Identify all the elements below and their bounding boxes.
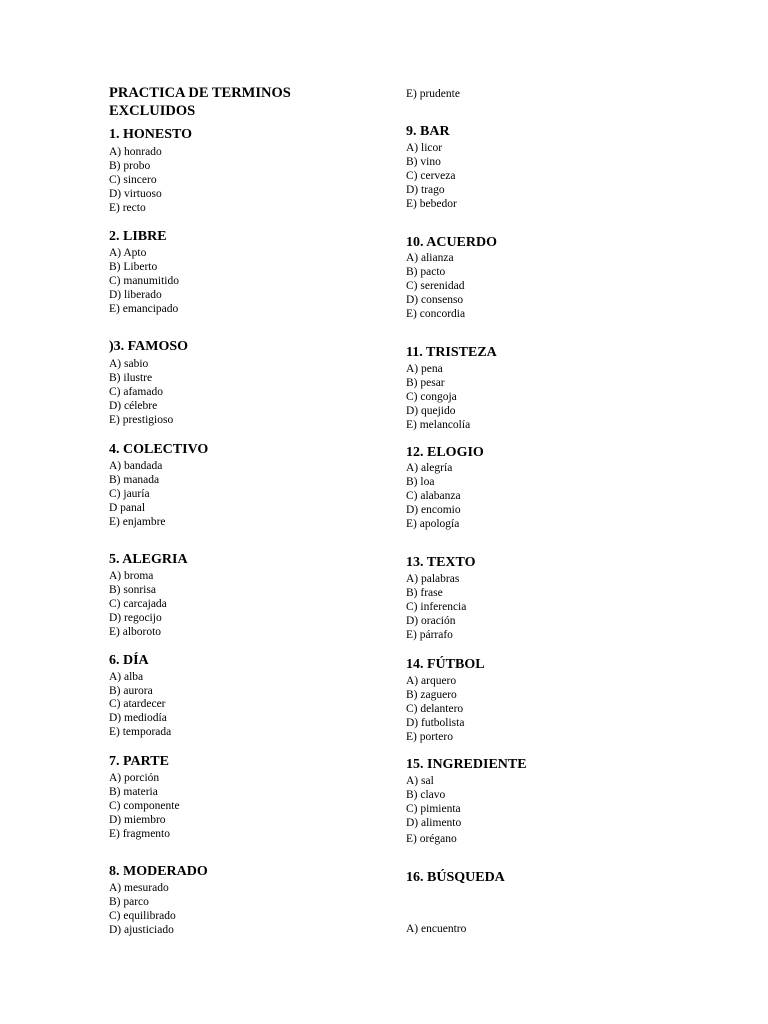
answer-option: A) porción — [109, 772, 160, 784]
answer-option: B) ilustre — [109, 372, 153, 384]
answer-option: D) futbolista — [406, 717, 465, 729]
doc-title-line-1: PRACTICA DE TERMINOS — [109, 85, 291, 101]
question-heading: 16. BÚSQUEDA — [406, 870, 505, 885]
answer-option: B) pacto — [406, 266, 446, 278]
answer-option: B) loa — [406, 476, 435, 488]
answer-option: A) palabras — [406, 573, 460, 585]
answer-option: B) sonrisa — [109, 584, 156, 596]
answer-option: E) prudente — [406, 88, 460, 100]
answer-option: A) bandada — [109, 460, 163, 472]
question-heading: 14. FÚTBOL — [406, 657, 485, 672]
answer-option: E) portero — [406, 731, 453, 743]
answer-option: D) mediodía — [109, 712, 167, 724]
answer-option: C) cerveza — [406, 170, 456, 182]
doc-title-line-2: EXCLUIDOS — [109, 103, 196, 119]
answer-option: D) oración — [406, 615, 456, 627]
answer-option: E) párrafo — [406, 629, 453, 641]
answer-option: D) trago — [406, 184, 445, 196]
question-heading: )3. FAMOSO — [109, 339, 189, 354]
question-heading: 8. MODERADO — [109, 864, 208, 879]
answer-option: C) atardecer — [109, 698, 166, 710]
answer-option: C) pimienta — [406, 803, 461, 815]
answer-option: E) apología — [406, 518, 460, 530]
answer-option: E) prestigioso — [109, 414, 174, 426]
question-heading: 12. ELOGIO — [406, 445, 484, 460]
answer-option: C) componente — [109, 800, 180, 812]
answer-option: A) encuentro — [406, 923, 467, 935]
answer-option: D) liberado — [109, 289, 162, 301]
answer-option: C) delantero — [406, 703, 464, 715]
answer-option: B) aurora — [109, 685, 153, 697]
answer-option: C) sincero — [109, 174, 157, 186]
answer-option: C) afamado — [109, 386, 163, 398]
answer-option: E) fragmento — [109, 828, 170, 840]
answer-option: D) consenso — [406, 294, 464, 306]
answer-option: A) arquero — [406, 675, 457, 687]
question-heading: 11. TRISTEZA — [406, 345, 497, 360]
answer-option: A) licor — [406, 142, 443, 154]
answer-option: E) temporada — [109, 726, 172, 738]
answer-option: D) regocijo — [109, 612, 162, 624]
answer-option: C) manumitido — [109, 275, 179, 287]
question-heading: 13. TEXTO — [406, 555, 476, 570]
answer-option: D) virtuoso — [109, 188, 162, 200]
answer-option: A) alianza — [406, 252, 454, 264]
answer-option: B) clavo — [406, 789, 446, 801]
answer-option: A) alegría — [406, 462, 453, 474]
question-heading: 10. ACUERDO — [406, 235, 498, 250]
answer-option: C) jauría — [109, 488, 150, 500]
answer-option: E) orégano — [406, 833, 457, 845]
answer-option: D) célebre — [109, 400, 158, 412]
answer-option: E) recto — [109, 202, 146, 214]
answer-option: B) parco — [109, 896, 149, 908]
answer-option: E) enjambre — [109, 516, 166, 528]
answer-option: A) broma — [109, 570, 154, 582]
answer-option: D) ajusticiado — [109, 924, 174, 936]
answer-option: B) pesar — [406, 377, 445, 389]
answer-option: E) alboroto — [109, 626, 162, 638]
answer-option: A) honrado — [109, 146, 162, 158]
answer-option: C) congoja — [406, 391, 457, 403]
answer-option: D) miembro — [109, 814, 166, 826]
answer-option: C) carcajada — [109, 598, 167, 610]
answer-option: B) vino — [406, 156, 441, 168]
answer-option: B) probo — [109, 160, 151, 172]
answer-option: B) frase — [406, 587, 443, 599]
answer-option: C) serenidad — [406, 280, 465, 292]
answer-option: C) alabanza — [406, 490, 461, 502]
answer-option: A) pena — [406, 363, 443, 375]
answer-option: B) Liberto — [109, 261, 158, 273]
answer-option: E) melancolía — [406, 419, 471, 431]
answer-option: A) mesurado — [109, 882, 169, 894]
question-heading: 9. BAR — [406, 124, 450, 139]
answer-option: B) zaguero — [406, 689, 457, 701]
answer-option: D) alimento — [406, 817, 462, 829]
question-heading: 7. PARTE — [109, 754, 169, 769]
answer-option: C) equilibrado — [109, 910, 176, 922]
answer-option: E) bebedor — [406, 198, 457, 210]
question-heading: 15. INGREDIENTE — [406, 757, 527, 772]
answer-option: E) emancipado — [109, 303, 179, 315]
answer-option: D) encomio — [406, 504, 461, 516]
answer-option: B) materia — [109, 786, 158, 798]
answer-option: A) Apto — [109, 247, 147, 259]
answer-option: E) concordia — [406, 308, 466, 320]
answer-option: A) sal — [406, 775, 434, 787]
answer-option: C) inferencia — [406, 601, 467, 613]
question-heading: 4. COLECTIVO — [109, 442, 209, 457]
answer-option: D panal — [109, 502, 146, 514]
question-heading: 6. DÍA — [109, 653, 149, 668]
answer-option: B) manada — [109, 474, 160, 486]
answer-option: D) quejido — [406, 405, 456, 417]
question-heading: 1. HONESTO — [109, 127, 192, 142]
question-heading: 5. ALEGRIA — [109, 552, 188, 567]
answer-option: A) alba — [109, 671, 144, 683]
answer-option: A) sabio — [109, 358, 149, 370]
question-heading: 2. LIBRE — [109, 229, 167, 244]
